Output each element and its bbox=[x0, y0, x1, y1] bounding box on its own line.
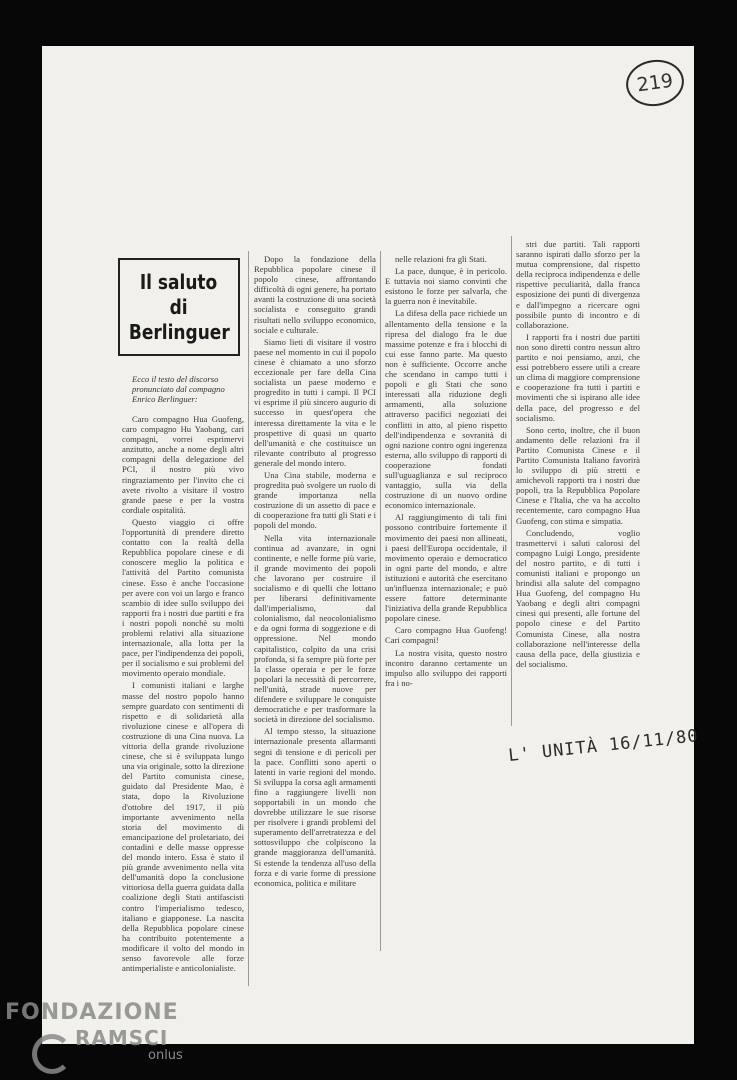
article-column-3 bbox=[385, 254, 507, 688]
paragraph: Nella vita internazionale continua ad avanzare, in ogni continente, e nelle forme più varie, il grande movimento dei popoli che lavorano per costruire il socialismo e di quelli che lottano per liberarsi definitivamente dall'imperialismo, dal colonialismo, dal neocolonialismo e da ogni forma di soggezione e di oppressione. Nel mondo capitalistico, colpito da una crisi profonda, si fa sempre più forte per la classe operaia e per le forze popolari la necessità di percorrere, nell'unità, strade nuove per difendere e sviluppare le conquiste democratiche e per trasformare la società in direzione del socialismo. bbox=[254, 532, 376, 725]
handwritten-source-note: L' UNITÀ 16/11/80 bbox=[507, 726, 700, 766]
article-column-2 bbox=[254, 254, 376, 888]
archive-number-stamp: 219 bbox=[623, 56, 687, 110]
paragraph: Dopo la fondazione della Repubblica popolare cinese il popolo cinese, affrontando difficoltà di ogni genere, ha portato avanti la costruzione di una società socialista e conseguito grandi risultati nello sviluppo economico, sociale e culturale. bbox=[254, 254, 376, 335]
paragraph: La pace, dunque, è in pericolo. E tuttavia noi siamo convinti che esistono le forze per salvarla, che la guerra non è inevitabile. bbox=[385, 266, 507, 307]
paragraph: I rapporti fra i nostri due partiti non sono diretti contro nessun altro partito e noi pensiamo, anzi, che essi potrebbero essere utili a creare un clima di maggiore comprensione e cooperazione fra tutti i partiti e movimenti che si ispirano alle idee della pace, del progresso e del socialismo. bbox=[516, 331, 640, 423]
logo-word: FONDAZIONE bbox=[5, 1000, 179, 1025]
paragraph: Al tempo stesso, la situazione internazionale presenta allarmanti segni di tensione e di pericoli per la pace. Conflitti sono aperti o latenti in varie regioni del mondo. Si sviluppa la corsa agli armamenti fino a raggiungere livelli non sopportabili in un mondo che dovrebbe utilizzare le sue risorse per risolvere i grandi problemi del superamento dell'arretratezza e del sottosviluppo che colpiscono la grande maggioranza dell'umanità. Si estende la tendenza all'uso della forza e di varie forme di pressione economica, politica e militare bbox=[254, 726, 376, 888]
article-column-1 bbox=[122, 414, 244, 973]
title-line: Il saluto bbox=[140, 269, 218, 294]
fondazione-gramsci-logo bbox=[5, 1000, 195, 1076]
logo-word: RAMSCI bbox=[75, 1026, 169, 1050]
paragraph: Caro compagno Hua Guofeng, caro compagno Hu Yaobang, cari compagni, vorrei esprimervi anzitutto, anche a nome degli altri compagni della delegazione del PCI, il nostro più vivo ringraziamento per l'invito che ci avete rivolto a visitare il vostro grande paese e per la vostra cordiale ospitalità. bbox=[122, 414, 244, 515]
paragraph: Concludendo, voglio trasmettervi i saluti calorosi del compagno Luigi Longo, presidente del nostro partito, e di tutti i comunisti italiani e propongo un brindisi alla salute del compagno Hua Guofeng, del compagno Hu Yaobang e degli altri compagni cinesi qui presenti, alle fortune del popolo cinese e del Partito Comunista Cinese, alla nostra collaborazione nell'interesse della causa della pace, della giustizia e del socialismo. bbox=[516, 527, 640, 669]
paragraph: Siamo lieti di visitare il vostro paese nel momento in cui il popolo cinese è chiamato a uno sforzo eccezionale per fare della Cina socialista un paese moderno e progredito in tutti i campi. Il PCI vi esprime il più sincero augurio di successo in quest'opera che interessa direttamente la vita e le prospettive di quasi un quarto dell'umanità e che costituisce un rilevante contributo al progresso generale del mondo intero. bbox=[254, 336, 376, 468]
paragraph: Caro compagno Hua Guofeng! Cari compagni! bbox=[385, 625, 507, 646]
column-divider bbox=[511, 236, 512, 726]
paragraph: Una Cina stabile, moderna e progredita può svolgere un ruolo di grande importanza nella costruzione di un assetto di pace e di cooperazione fra tutti gli Stati e i popoli del mondo. bbox=[254, 469, 376, 531]
column-divider bbox=[380, 251, 381, 951]
paragraph: Al raggiungimento di tali fini possono contribuire fortemente il movimento dei paesi non allineati, i paesi dell'Europa occidentale, il movimento operaio e democratico in ogni parte del mondo, e altre istituzioni e autorità che esercitano un'influenza internazionale; e può essere fattore determinante l'iniziativa della grande Repubblica popolare cinese. bbox=[385, 512, 507, 624]
title-line: di bbox=[169, 294, 188, 319]
logo-g-mark-icon bbox=[32, 1034, 72, 1074]
title-line: Berlinguer bbox=[128, 319, 230, 344]
paragraph: La nostra visita, questo nostro incontro daranno certamente un impulso allo sviluppo dei rapporti fra i no- bbox=[385, 647, 507, 688]
article-column-4 bbox=[516, 239, 640, 669]
paragraph: stri due partiti. Tali rapporti saranno ispirati dallo sforzo per la mutua comprensione, dal rispetto della reciproca indipendenza e delle rispettive peculiarità, dalla franca esposizione dei punti di divergenza e dall'impegno a ricercare ogni possibile punto di incontro e di collaborazione. bbox=[516, 239, 640, 330]
column-divider bbox=[248, 251, 249, 986]
article-intro: Ecco il testo del discorso pronunciato dal compagno Enrico Berlinguer: bbox=[132, 374, 225, 404]
logo-suffix: onlus bbox=[148, 1048, 183, 1063]
paragraph: nelle relazioni fra gli Stati. bbox=[395, 254, 487, 264]
article-title-box bbox=[118, 258, 240, 356]
paragraph: Sono certo, inoltre, che il buon andamento delle relazioni fra il Partito Comunista Cinese e il Partito Comunista Italiano favorirà lo sviluppo di più stretti e amichevoli rapporti tra i nostri due popoli, tra la Repubblica Popolare Cinese e l'Italia, che va ha accolto recentemente, caro compagno Hua Guofeng, con stima e simpatia. bbox=[516, 424, 640, 526]
paragraph: Questo viaggio ci offre l'opportunità di prendere diretto contatto con la realtà della Repubblica popolare cinese e di conoscere meglio la politica e l'attività del Partito comunista cinese. Esso è anche l'occasione per avere con voi un largo e franco scambio di idee sullo sviluppo dei rapporti fra i nostri due partiti e fra i nostri popoli nonchè su molti problemi relativi alla situazione internazionale, alla lotta per la pace, per l'indipendenza dei popoli, per il socialismo e sui problemi del movimento operaio mondiale. bbox=[122, 516, 244, 679]
document-page bbox=[42, 46, 700, 1044]
paragraph: I comunisti italiani e larghe masse del nostro popolo hanno sempre guardato con sentimenti di rispetto e di solidarietà alla rivoluzione cinese e all'opera di costruzione di una Cina nuova. La vittoria della grande rivoluzione cinese, che si è sviluppata lungo una via originale, sotto la direzione del Partito comunista cinese, guidato dal Presidente Mao, è stata, dopo la Rivoluzione d'ottobre del 1917, il più importante avvenimento nella storia del movimento di emancipazione del proletariato, dei contadini e delle masse oppresse del mondo intero. Essa è stato il più grande avvenimento nella vita dell'umanità dopo la conclusione vittoriosa della guerra guidata dalla coalizione degli Stati antifascisti contro l'imperialismo tedesco, italiano e giapponese. La nascita della Repubblica popolare cinese ha contribuito potentemente a modificare il volto del mondo in senso favorevole alle forze antimperialiste e anticolonialiste. bbox=[122, 680, 244, 974]
paragraph: La difesa della pace richiede un allentamento della tensione e la ripresa del dialogo fra le due massime potenze e fra i blocchi di cui esse fanno parte. Ma questo non è sufficiente. Occorre anche che scendano in campo tutti i popoli e gli Stati che sono interessati alla riduzione degli armamenti, alla soluzione attraverso pacifici negoziati dei conflitti in atto, al pieno rispetto dell'indipendenza e sovranità di ogni nazione contro ogni ingerenza esterna, allo sviluppo di rapporti di cooperazione fondati sull'uguaglianza e sul reciproco vantaggio, sulla via della costruzione di un nuovo ordine economico internazionale. bbox=[385, 308, 507, 511]
